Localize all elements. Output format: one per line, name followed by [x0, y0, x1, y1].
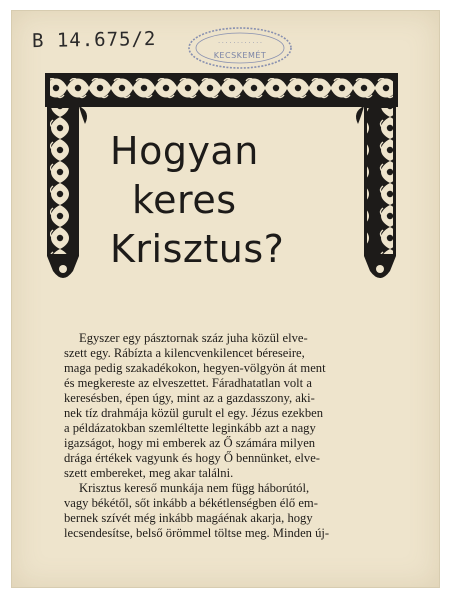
title-line-2: keres	[132, 178, 237, 222]
text-line: maga pedig szakadékokon, hegyen-völgyön át ment	[64, 361, 326, 375]
text-line: bernek szívét még inkább magáénak akarja, hogy	[64, 511, 313, 525]
handwritten-catalog-number: B 14.675/2	[31, 27, 157, 53]
text-line: lecsendesítse, belső örömmel töltse meg. Minden új-	[64, 526, 330, 540]
text-line: nek tíz drahmája közül gurult el egy. Jézus ezekben	[64, 406, 324, 420]
text-line: szett embereket, meg akar találni.	[64, 466, 234, 480]
text-line: vagy békétől, sőt inkább a békétlenségben élő em-	[64, 496, 318, 510]
text-line: igazságot, hogy mi emberek az Ő számára milyen	[64, 436, 316, 450]
text-line: szett egy. Rábízta a kilencvenkilencet béreseire,	[64, 346, 305, 360]
text-line: drága értékek vagyunk és hogy Ő bennünket, elve-	[64, 451, 320, 465]
stamp-text: KECSKEMÉT	[213, 51, 267, 60]
svg-text:· · · · · · · · · · · ·: · · · · · · · · · · · ·	[218, 40, 262, 47]
library-stamp	[186, 25, 294, 71]
text-line: a példázatokban szemléltette leginkább azt a nagy	[64, 421, 316, 435]
text-line: Egyszer egy pásztornak száz juha közül elve-	[79, 331, 308, 345]
text-line: keresésben, épen úgy, mint az a gazdasszony, aki-	[64, 391, 315, 405]
body-text	[64, 331, 394, 541]
title-line-3: Krisztus?	[110, 227, 285, 271]
page-title	[110, 127, 360, 274]
title-line-1: Hogyan	[110, 129, 259, 173]
paragraph-1	[64, 331, 394, 481]
text-line: Krisztus kereső munkája nem függ háborútól,	[79, 481, 310, 495]
paragraph-2	[64, 481, 394, 541]
book-page	[11, 10, 440, 588]
text-line: és megkereste az elveszettet. Fáradhatatlan volt a	[64, 376, 312, 390]
